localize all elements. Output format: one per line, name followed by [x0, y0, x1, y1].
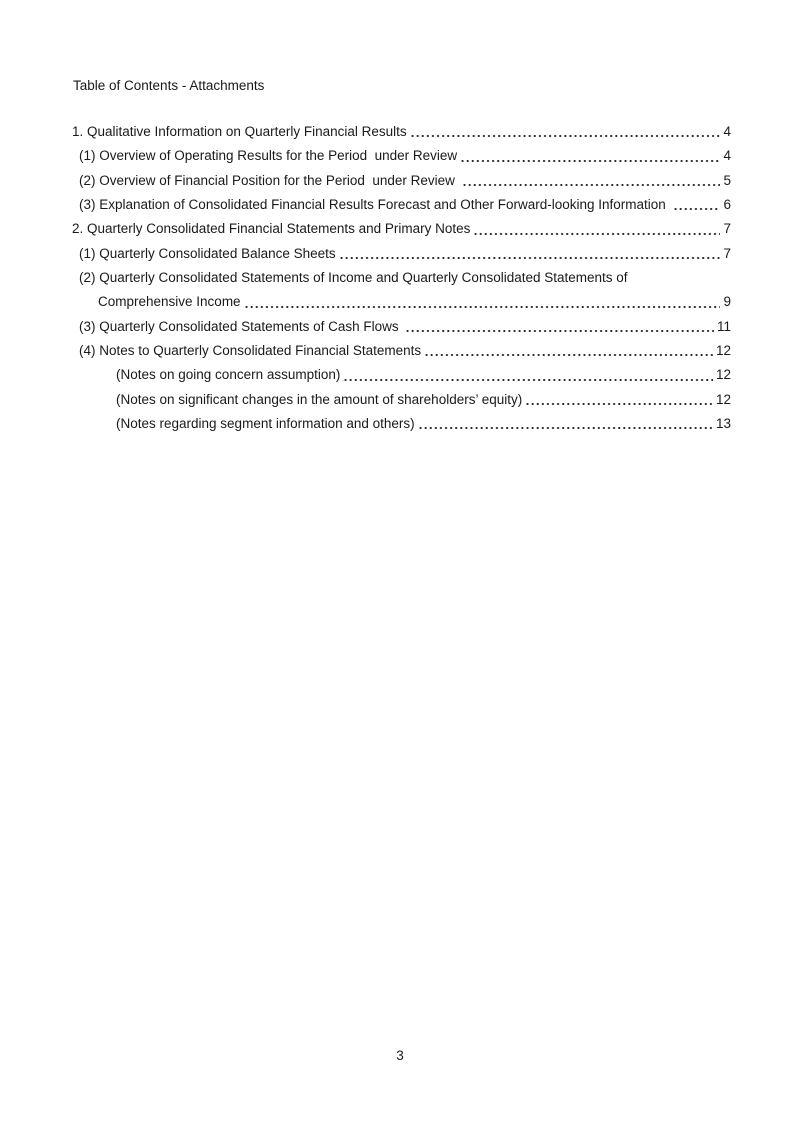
toc-leader-dots	[673, 193, 721, 217]
toc-leader-dots	[460, 144, 720, 168]
toc-entry	[72, 412, 731, 436]
table-of-contents	[72, 120, 731, 436]
toc-page-number: 4	[723, 148, 731, 164]
footer-page-number: 3	[396, 1048, 404, 1063]
page-title: Table of Contents - Attachments	[73, 78, 265, 93]
toc-entry	[72, 266, 731, 290]
toc-page-number: 6	[723, 197, 731, 213]
toc-entry-label: (3) Quarterly Consolidated Statements of Cash Flows	[79, 318, 403, 334]
toc-leader-dots	[418, 412, 713, 436]
toc-page-number: 12	[715, 367, 731, 383]
toc-page-number: 9	[723, 294, 731, 310]
toc-entry	[72, 169, 731, 193]
toc-entry-label: (1) Overview of Operating Results for the Period under Review	[79, 148, 458, 164]
toc-entry	[72, 217, 731, 241]
toc-entry	[72, 144, 731, 168]
toc-leader-dots	[424, 339, 713, 363]
toc-page-number: 7	[723, 245, 731, 261]
toc-entry	[72, 315, 731, 339]
toc-entry-label: (Notes regarding segment information and others)	[116, 416, 415, 432]
toc-leader-dots	[525, 388, 713, 412]
toc-entry-label: (3) Explanation of Consolidated Financial Results Forecast and Other Forward-looking Information	[79, 197, 670, 213]
toc-page-number: 13	[715, 416, 731, 432]
toc-entry-label: (4) Notes to Quarterly Consolidated Financial Statements	[79, 343, 422, 359]
toc-page-number: 7	[723, 221, 731, 237]
toc-entry-label: 1. Qualitative Information on Quarterly Financial Results	[72, 124, 407, 139]
toc-entry	[72, 120, 731, 144]
toc-entry	[72, 290, 731, 314]
toc-entry	[72, 242, 731, 266]
toc-entry	[72, 363, 731, 387]
toc-entry-label: (Notes on significant changes in the amount of shareholders’ equity)	[116, 391, 523, 407]
toc-entry	[72, 193, 731, 217]
toc-entry-label: (1) Quarterly Consolidated Balance Sheets	[79, 245, 336, 261]
toc-page-number: 5	[723, 172, 731, 188]
toc-page-number: 12	[715, 391, 731, 407]
toc-entry	[72, 388, 731, 412]
toc-leader-dots	[410, 120, 721, 144]
toc-leader-dots	[473, 217, 720, 241]
toc-page-number: 4	[723, 124, 731, 139]
toc-leader-dots	[462, 169, 721, 193]
toc-page-number: 11	[716, 318, 731, 334]
toc-leader-dots	[244, 290, 721, 314]
page-footer	[0, 1048, 800, 1064]
toc-page-number: 12	[715, 343, 731, 359]
toc-entry-label: Comprehensive Income	[98, 294, 241, 310]
toc-entry-label: (Notes on going concern assumption)	[116, 367, 341, 383]
toc-leader-dots	[339, 242, 721, 266]
toc-entry-label: (2) Overview of Financial Position for the Period under Review	[79, 172, 459, 188]
toc-leader-dots	[343, 363, 713, 387]
toc-leader-dots	[405, 315, 714, 339]
toc-entry-label: 2. Quarterly Consolidated Financial Statements and Primary Notes	[72, 221, 471, 237]
toc-entry	[72, 339, 731, 363]
toc-entry-label: (2) Quarterly Consolidated Statements of Income and Quarterly Consolidated Statements of	[79, 270, 628, 286]
